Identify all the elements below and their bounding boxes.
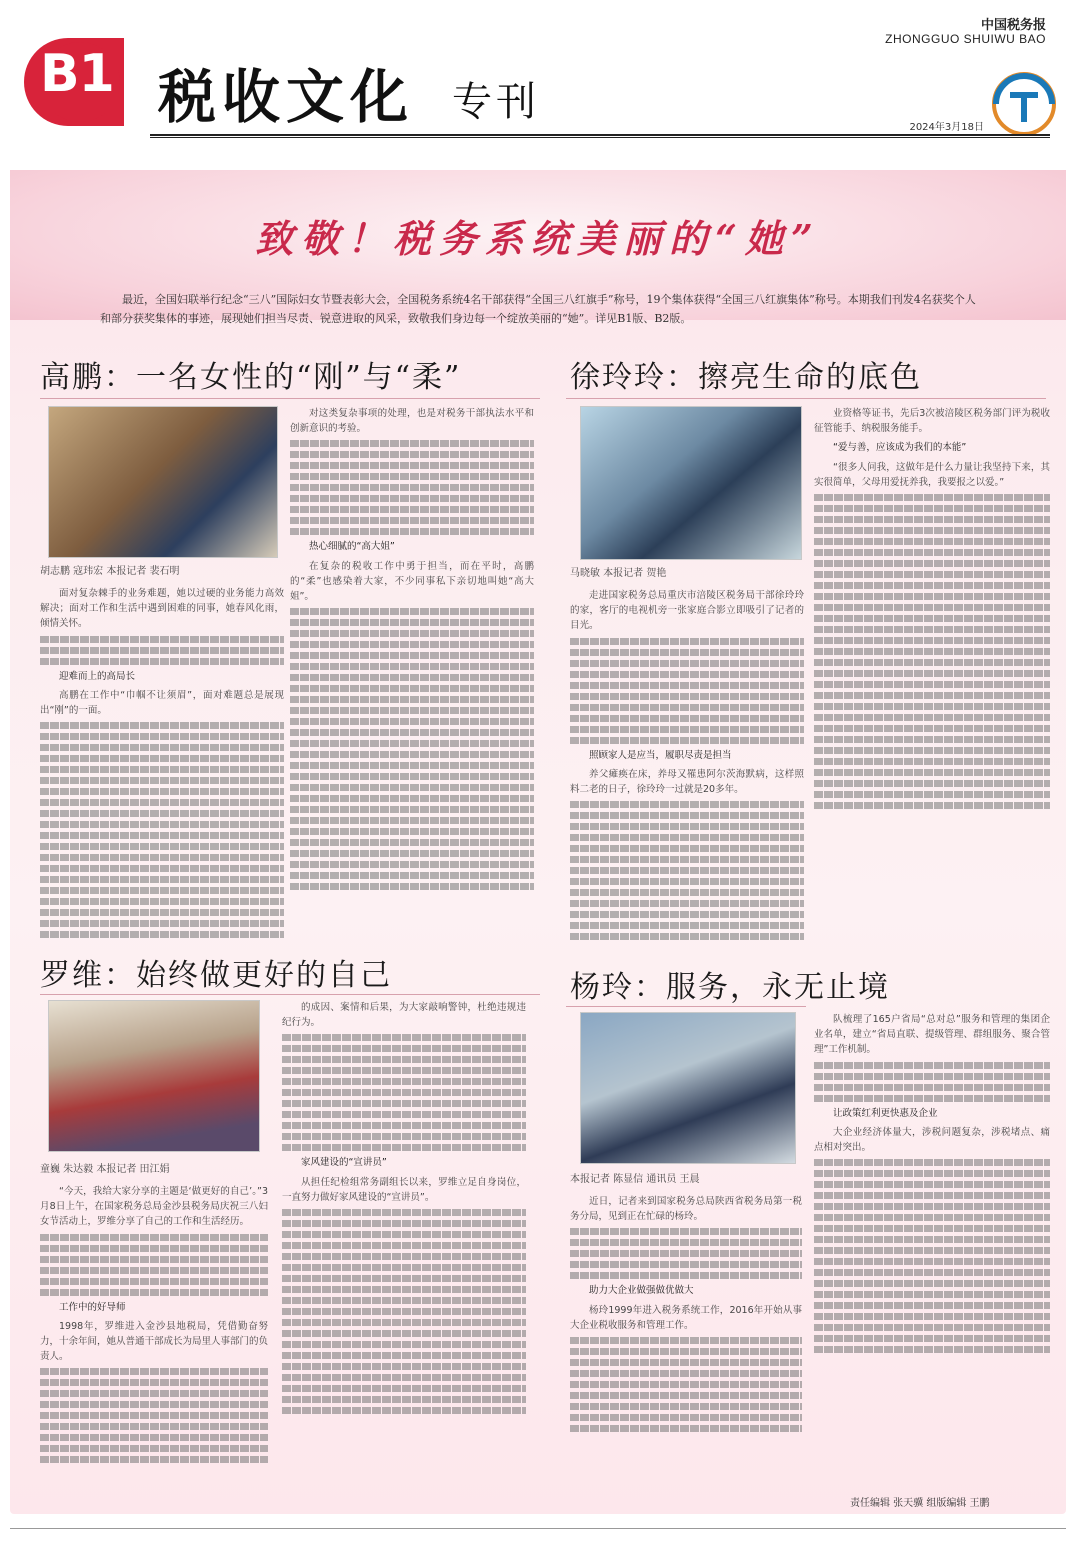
text-block <box>814 505 1050 512</box>
paper-name: 中国税务报 <box>980 18 1046 33</box>
footer-rule <box>10 1528 1066 1529</box>
text-block <box>282 1078 526 1085</box>
text-block <box>814 1302 1050 1309</box>
text-block <box>570 1392 802 1399</box>
text-block <box>290 528 534 535</box>
text-block <box>814 1346 1050 1353</box>
text-block <box>290 619 534 626</box>
text-block <box>814 648 1050 655</box>
text-block <box>570 834 804 841</box>
text-block <box>570 1414 802 1421</box>
text-block <box>40 658 284 665</box>
text-block <box>40 876 284 883</box>
text-block <box>570 1370 802 1377</box>
text-block <box>570 1337 802 1344</box>
text-block <box>40 931 284 938</box>
article-4-sub1: 助力大企业做强做优做大 <box>589 1285 694 1297</box>
text-block <box>40 1278 268 1285</box>
text-block <box>40 909 284 916</box>
text-block <box>814 494 1050 501</box>
text-block <box>570 812 804 819</box>
article-2-col1-p1: 走进国家税务总局重庆市涪陵区税务局干部徐玲玲的家，客厅的电视机旁一张家庭合影立即吸引了记者的目光。 <box>570 590 804 632</box>
text-block <box>814 692 1050 699</box>
text-block <box>282 1144 526 1151</box>
text-block <box>40 1456 268 1463</box>
text-block <box>814 604 1050 611</box>
text-block <box>282 1396 526 1403</box>
text-block <box>570 737 804 744</box>
text-block <box>570 638 804 645</box>
text-block <box>814 626 1050 633</box>
text-block <box>40 788 284 795</box>
text-block <box>814 615 1050 622</box>
text-block <box>290 696 534 703</box>
text-block <box>814 791 1050 798</box>
text-block <box>570 704 804 711</box>
text-block <box>282 1374 526 1381</box>
article-1-sub2: 热心细腻的“高大姐” <box>309 541 395 553</box>
text-block <box>570 715 804 722</box>
article-1-col2-p1: 对这类复杂事项的处理，也是对税务干部执法水平和创新意识的考验。 <box>290 408 534 435</box>
text-block <box>570 1425 802 1432</box>
text-block <box>290 762 534 769</box>
text-block <box>814 1269 1050 1276</box>
text-block <box>40 1401 268 1408</box>
text-block <box>282 1034 526 1041</box>
text-block <box>814 736 1050 743</box>
text-block <box>814 1084 1050 1091</box>
paper-pinyin: ZHONGGUO SHUIWU BAO <box>885 32 1046 46</box>
text-block <box>290 630 534 637</box>
text-block <box>570 867 804 874</box>
text-block <box>290 674 534 681</box>
text-block <box>290 883 534 890</box>
text-block <box>570 1261 802 1268</box>
article-4-title: 杨玲：服务，永无止境 <box>570 970 890 1005</box>
text-block <box>814 1073 1050 1080</box>
article-4-rule <box>566 1006 806 1007</box>
article-4-photo <box>580 1012 796 1164</box>
text-block <box>40 1412 268 1419</box>
article-3-photo <box>48 1000 260 1152</box>
text-block <box>814 1247 1050 1254</box>
text-block <box>814 1280 1050 1287</box>
text-block <box>40 744 284 751</box>
text-block <box>570 1348 802 1355</box>
text-block <box>40 1379 268 1386</box>
text-block <box>282 1286 526 1293</box>
text-block <box>40 1368 268 1375</box>
text-block <box>814 1095 1050 1102</box>
paper-logo-icon <box>990 70 1058 138</box>
header-rule <box>150 134 1050 136</box>
text-block <box>814 1335 1050 1342</box>
issue-date: 2024年3月18日 <box>909 122 984 133</box>
text-block <box>814 670 1050 677</box>
article-2-col2-p1: 业资格等证书，先后3次被涪陵区税务部门评为税收征管能手、纳税服务能手。 <box>814 408 1050 435</box>
text-block <box>570 823 804 830</box>
article-2-sub1: 照顾家人是应当，履职尽责是担当 <box>589 749 732 761</box>
text-block <box>290 462 534 469</box>
text-block <box>290 740 534 747</box>
article-2-sub2: “爱与善，应该成为我们的本能” <box>833 442 967 454</box>
text-block <box>814 538 1050 545</box>
text-block <box>290 451 534 458</box>
text-block <box>814 1062 1050 1069</box>
text-block <box>570 1359 802 1366</box>
text-block <box>290 795 534 802</box>
text-block <box>290 608 534 615</box>
text-block <box>282 1100 526 1107</box>
text-block <box>570 878 804 885</box>
text-block <box>40 898 284 905</box>
text-block <box>40 1267 268 1274</box>
text-block <box>290 718 534 725</box>
text-block <box>282 1056 526 1063</box>
text-block <box>290 707 534 714</box>
article-1-title: 高鹏：一名女性的“刚”与“柔” <box>40 360 462 395</box>
text-block <box>814 769 1050 776</box>
text-block <box>282 1264 526 1271</box>
article-2-credit: 马晓敏 本报记者 贺艳 <box>570 568 667 579</box>
article-3-rule <box>40 994 540 995</box>
article-2-photo <box>580 406 802 560</box>
text-block <box>814 802 1050 809</box>
text-block <box>290 806 534 813</box>
text-block <box>40 821 284 828</box>
text-block <box>290 506 534 513</box>
text-block <box>814 1159 1050 1166</box>
text-block <box>40 755 284 762</box>
text-block <box>290 685 534 692</box>
text-block <box>40 1423 268 1430</box>
text-block <box>282 1308 526 1315</box>
text-block <box>282 1089 526 1096</box>
text-block <box>814 637 1050 644</box>
text-block <box>814 780 1050 787</box>
article-4-sub2: 让政策红利更快惠及企业 <box>833 1107 938 1119</box>
article-2-rule <box>566 398 1046 399</box>
text-block <box>290 517 534 524</box>
article-4-col1 <box>570 1194 802 1436</box>
text-block <box>40 1434 268 1441</box>
article-4-col1-p1: 近日，记者来到国家税务总局陕西省税务局第一税务分局，见到正在忙碌的杨玲。 <box>570 1196 802 1223</box>
article-3-sub1: 工作中的好导师 <box>59 1301 126 1313</box>
article-1-col1 <box>40 586 284 942</box>
text-block <box>814 560 1050 567</box>
text-block <box>290 663 534 670</box>
text-block <box>40 766 284 773</box>
text-block <box>40 1234 268 1241</box>
text-block <box>282 1045 526 1052</box>
text-block <box>570 682 804 689</box>
text-block <box>290 440 534 447</box>
text-block <box>570 801 804 808</box>
text-block <box>290 729 534 736</box>
text-block <box>40 1390 268 1397</box>
text-block <box>570 1381 802 1388</box>
text-block <box>814 1291 1050 1298</box>
article-4-col2 <box>814 1012 1050 1357</box>
text-block <box>40 1245 268 1252</box>
section-sub: 专刊 <box>452 79 540 125</box>
text-block <box>570 911 804 918</box>
text-block <box>282 1231 526 1238</box>
text-block <box>290 495 534 502</box>
text-block <box>814 593 1050 600</box>
text-block <box>282 1209 526 1216</box>
text-block <box>40 1256 268 1263</box>
text-block <box>282 1319 526 1326</box>
article-3-col1-p1: “今天，我给大家分享的主题是‘做更好的自己’。”3月8日上午，在国家税务总局金沙县税务局庆祝三八妇女节活动上，罗维分享了自己的工作和生活经历。 <box>40 1186 268 1228</box>
text-block <box>40 722 284 729</box>
text-block <box>290 773 534 780</box>
text-block <box>814 703 1050 710</box>
article-3-col2-p2: 从担任纪检组常务副组长以来，罗维立足自身岗位，一直努力做好家风建设的“宣讲员”。 <box>282 1176 526 1203</box>
text-block <box>40 799 284 806</box>
text-block <box>290 850 534 857</box>
text-block <box>290 861 534 868</box>
text-block <box>570 922 804 929</box>
article-3-sub2: 家风建设的“宣讲员” <box>301 1157 387 1169</box>
text-block <box>290 484 534 491</box>
text-block <box>282 1330 526 1337</box>
text-block <box>814 1258 1050 1265</box>
text-block <box>282 1242 526 1249</box>
text-block <box>814 714 1050 721</box>
text-block <box>282 1407 526 1414</box>
article-3-credit: 童巍 朱达毅 本报记者 田江娟 <box>40 1164 170 1175</box>
text-block <box>814 516 1050 523</box>
text-block <box>814 1313 1050 1320</box>
text-block <box>282 1341 526 1348</box>
article-4-col1-p2: 杨玲1999年进入税务系统工作，2016年开始从事大企业税收服务和管理工作。 <box>570 1304 802 1331</box>
article-1-photo <box>48 406 278 558</box>
text-block <box>814 1170 1050 1177</box>
article-1-sub1: 迎难而上的高局长 <box>59 670 136 682</box>
text-block <box>282 1297 526 1304</box>
text-block <box>282 1111 526 1118</box>
article-2-col1 <box>570 588 804 944</box>
text-block <box>814 747 1050 754</box>
article-3-title: 罗维：始终做更好的自己 <box>40 958 392 993</box>
text-block <box>570 889 804 896</box>
text-block <box>282 1220 526 1227</box>
text-block <box>40 777 284 784</box>
article-3-col2-p1: 的成因、案情和后果，为大家敲响警钟，杜绝违规违纪行为。 <box>282 1002 526 1029</box>
text-block <box>814 758 1050 765</box>
section-title: 税收文化 <box>158 63 415 131</box>
text-block <box>40 733 284 740</box>
text-block <box>570 660 804 667</box>
text-block <box>282 1067 526 1074</box>
article-3-col2 <box>282 1000 526 1418</box>
text-block <box>40 810 284 817</box>
text-block <box>570 1250 802 1257</box>
text-block <box>40 647 284 654</box>
feature-intro: 最近，全国妇联举行纪念“三八”国际妇女节暨表彰大会，全国税务系统4名干部获得“全国三八红旗手”称号，19个集体获得“全国三八红旗集体”称号。本期我们刊发4名获奖个人和部分获奖集体的事迹，展现她们担当尽责、锐意进取的风采，致敬我们身边每一个绽放美丽的“她”。详见B1版、B2版。 <box>100 293 976 325</box>
text-block <box>40 854 284 861</box>
text-block <box>814 582 1050 589</box>
text-block <box>814 1192 1050 1199</box>
article-4-col2-p2: 大企业经济体量大，涉税问题复杂，涉税堵点、痛点相对突出。 <box>814 1126 1050 1154</box>
text-block <box>814 1324 1050 1331</box>
text-block <box>290 751 534 758</box>
text-block <box>40 1445 268 1452</box>
article-3-col1-p2: 1998年，罗维进入金沙县地税局，凭借勤奋努力，十余年间，她从普通干部成长为局里人事部门的负责人。 <box>40 1320 269 1363</box>
text-block <box>570 649 804 656</box>
text-block <box>290 784 534 791</box>
text-block <box>282 1275 526 1282</box>
article-1-col1-p1: 面对复杂棘手的业务难题，她以过硬的业务能力高效解决；面对工作和生活中遇到困难的同事，她春风化雨，倾情关怀。 <box>40 588 284 630</box>
text-block <box>814 725 1050 732</box>
text-block <box>570 693 804 700</box>
text-block <box>40 865 284 872</box>
article-1-col1-p2: 高鹏在工作中“巾帼不让须眉”，面对难题总是展现出“刚”的一面。 <box>40 689 284 717</box>
text-block <box>570 1403 802 1410</box>
text-block <box>814 549 1050 556</box>
text-block <box>290 839 534 846</box>
text-block <box>282 1133 526 1140</box>
article-1-col2 <box>290 406 534 894</box>
text-block <box>570 856 804 863</box>
text-block <box>570 1228 802 1235</box>
text-block <box>290 641 534 648</box>
text-block <box>814 1214 1050 1221</box>
text-block <box>570 933 804 940</box>
text-block <box>282 1253 526 1260</box>
article-2-col2-p2: “很多人问我，这做年是什么力量让我坚持下来，其实很简单，父母用爱抚养我，我要报之以爱。” <box>814 461 1050 488</box>
header-rule-thin <box>150 137 1050 138</box>
text-block <box>570 1272 802 1279</box>
feature-headline: 致敬！税务系统美丽的“她” <box>255 216 821 261</box>
text-block <box>40 843 284 850</box>
article-1-credit: 胡志鹏 寇玮宏 本报记者 裴石明 <box>40 566 180 577</box>
text-block <box>570 671 804 678</box>
text-block <box>570 1239 802 1246</box>
text-block <box>290 872 534 879</box>
article-3-col1 <box>40 1184 268 1467</box>
article-2-col1-p2: 养父瘫痪在床，养母又罹患阿尔茨海默病，这样照料二老的日子，徐玲玲一过就是20多年。 <box>570 768 804 796</box>
text-block <box>570 726 804 733</box>
text-block <box>40 887 284 894</box>
page-label: B1 <box>40 44 114 104</box>
text-block <box>282 1122 526 1129</box>
text-block <box>282 1363 526 1370</box>
text-block <box>290 652 534 659</box>
text-block <box>290 817 534 824</box>
text-block <box>814 1236 1050 1243</box>
text-block <box>814 571 1050 578</box>
editors-credit: 责任编辑 张天骥 组版编辑 王鹏 <box>850 1498 990 1509</box>
article-4-col2-p1: 队梳理了165户省局“总对总”服务和管理的集团企业名单，建立“省局直联、提级管理、群组服务、聚合管理”工作机制。 <box>814 1014 1050 1056</box>
article-1-col2-p2: 在复杂的税收工作中勇于担当，而在平时，高鹏的“柔”也感染着大家，不少同事私下亲切地叫她“高大姐”。 <box>290 560 534 603</box>
text-block <box>814 527 1050 534</box>
text-block <box>814 681 1050 688</box>
article-2-col2 <box>814 406 1050 813</box>
text-block <box>282 1352 526 1359</box>
article-4-credit: 本报记者 陈显信 通讯员 王晨 <box>570 1174 700 1185</box>
text-block <box>570 845 804 852</box>
text-block <box>814 659 1050 666</box>
text-block <box>40 832 284 839</box>
text-block <box>40 1289 268 1296</box>
article-2-title: 徐玲玲：擦亮生命的底色 <box>570 360 922 395</box>
text-block <box>290 828 534 835</box>
text-block <box>814 1181 1050 1188</box>
text-block <box>40 636 284 643</box>
text-block <box>290 473 534 480</box>
text-block <box>814 1203 1050 1210</box>
text-block <box>282 1385 526 1392</box>
text-block <box>814 1225 1050 1232</box>
text-block <box>570 900 804 907</box>
article-1-rule <box>40 398 540 399</box>
text-block <box>40 920 284 927</box>
